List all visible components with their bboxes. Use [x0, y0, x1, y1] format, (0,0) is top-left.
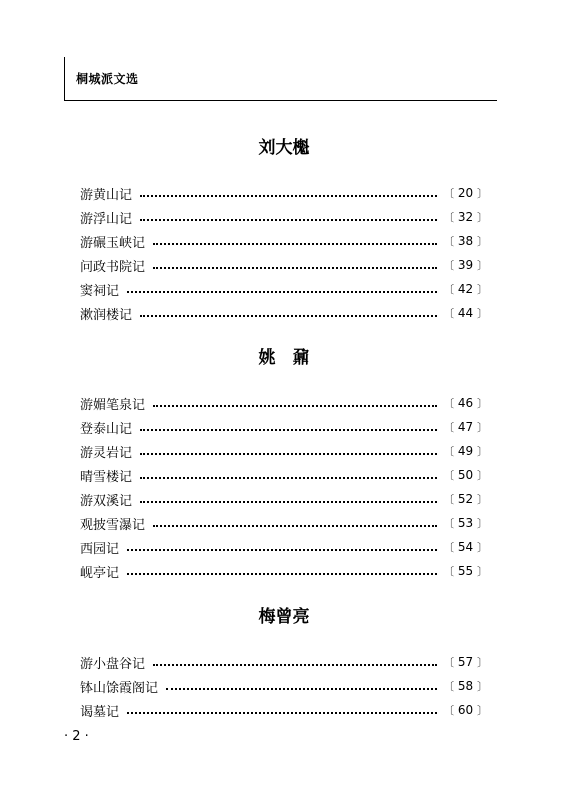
dot-leader: [153, 525, 437, 527]
entry-page: 〔 52 〕: [443, 492, 488, 506]
entry-page: 〔 42 〕: [443, 282, 488, 296]
entry-page: 〔 38 〕: [443, 234, 488, 248]
dot-leader: [127, 712, 437, 714]
entry-page: 〔 57 〕: [443, 655, 488, 669]
toc-entry[interactable]: [80, 698, 488, 722]
toc-entry[interactable]: [80, 650, 488, 674]
entry-page: 〔 44 〕: [443, 306, 488, 320]
dot-leader: [153, 405, 437, 407]
entry-title: 问政书院记: [80, 259, 146, 275]
toc-entry[interactable]: [80, 511, 488, 535]
entry-title: 游灵岩记: [80, 445, 133, 461]
entry-page: 〔 54 〕: [443, 540, 488, 554]
entry-page: 〔 53 〕: [443, 516, 488, 530]
entry-page: 〔 49 〕: [443, 444, 488, 458]
dot-leader: [127, 573, 437, 575]
entry-page: 〔 47 〕: [443, 420, 488, 434]
dot-leader: [127, 291, 437, 293]
dot-leader: [153, 243, 437, 245]
entry-title: 观披雪瀑记: [80, 517, 146, 533]
toc-entry[interactable]: [80, 674, 488, 698]
running-header-book-title: 桐城派文选: [76, 72, 139, 86]
toc-entry[interactable]: [80, 463, 488, 487]
toc-entry[interactable]: [80, 439, 488, 463]
toc-entry[interactable]: [80, 205, 488, 229]
entry-page: 〔 20 〕: [443, 186, 488, 200]
toc-entry[interactable]: [80, 415, 488, 439]
toc-section-liu-dakui: [80, 136, 488, 325]
entry-title: 游碾玉峡记: [80, 235, 146, 251]
entry-title: 谒墓记: [80, 704, 120, 720]
dot-leader: [140, 195, 437, 197]
toc-section-mei-zengliang: [80, 605, 488, 722]
toc-entry[interactable]: [80, 391, 488, 415]
section-author-title: 姚 鼐: [258, 348, 310, 368]
entry-page: 〔 55 〕: [443, 564, 488, 578]
entry-title: 游双溪记: [80, 493, 133, 509]
entry-title: 游浮山记: [80, 211, 133, 227]
dot-leader: [127, 549, 437, 551]
entry-title: 登泰山记: [80, 421, 133, 437]
entry-title: 漱润楼记: [80, 307, 133, 323]
entry-title: 岘亭记: [80, 565, 120, 581]
dot-leader: [153, 664, 437, 666]
toc-entry[interactable]: [80, 559, 488, 583]
dot-leader: [166, 688, 437, 690]
toc-entry[interactable]: [80, 535, 488, 559]
section-author-title: 刘大櫆: [258, 138, 310, 158]
toc-entry[interactable]: [80, 181, 488, 205]
entry-page: 〔 39 〕: [443, 258, 488, 272]
dot-leader: [140, 315, 437, 317]
entry-title: 西园记: [80, 541, 120, 557]
dot-leader: [140, 429, 437, 431]
toc-section-yao-nai: [80, 346, 488, 583]
entry-page: 〔 58 〕: [443, 679, 488, 693]
toc-entry[interactable]: [80, 487, 488, 511]
toc-entry[interactable]: [80, 229, 488, 253]
toc-entry[interactable]: [80, 277, 488, 301]
entry-page: 〔 46 〕: [443, 396, 488, 410]
dot-leader: [153, 267, 437, 269]
dot-leader: [140, 477, 437, 479]
entry-page: 〔 60 〕: [443, 703, 488, 717]
dot-leader: [140, 453, 437, 455]
entry-title: 游媚笔泉记: [80, 397, 146, 413]
entry-title: 窦祠记: [80, 283, 120, 299]
entry-title: 游小盘谷记: [80, 656, 146, 672]
entry-title: 晴雪楼记: [80, 469, 133, 485]
section-author-title: 梅曾亮: [258, 607, 310, 627]
entry-title: 游黄山记: [80, 187, 133, 203]
header-rule-horizontal: [64, 100, 497, 101]
dot-leader: [140, 501, 437, 503]
entry-page: 〔 32 〕: [443, 210, 488, 224]
header-rule-vertical: [64, 57, 65, 101]
toc-entry[interactable]: [80, 253, 488, 277]
entry-title: 钵山馀霞阁记: [80, 680, 159, 696]
toc-entry[interactable]: [80, 301, 488, 325]
dot-leader: [140, 219, 437, 221]
entry-page: 〔 50 〕: [443, 468, 488, 482]
page-number: · 2 ·: [64, 729, 89, 744]
